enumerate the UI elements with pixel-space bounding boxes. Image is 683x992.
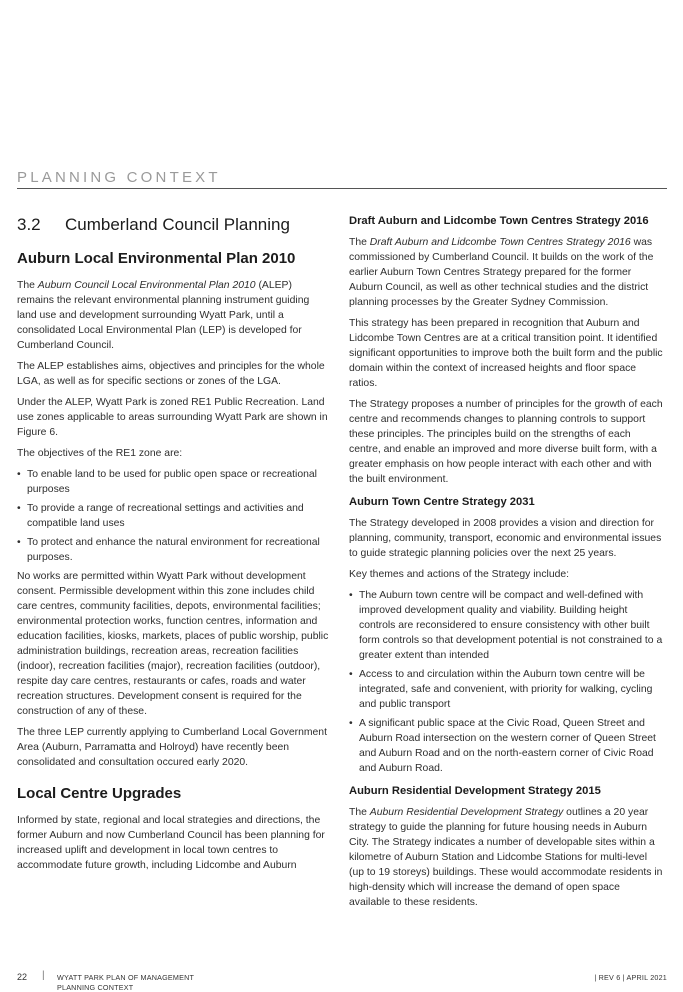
residential-paragraph: [349, 805, 663, 910]
bullet-icon: •: [349, 669, 353, 680]
list-item-text: To enable land to be used for public open space or recreational purposes: [27, 469, 317, 495]
right-column: [349, 214, 663, 916]
text-run: (ALEP) remains the relevant environmental planning instrument guiding land use and development surrounding Wyatt Park, until a consolidated Local Environmental Plan (LEP) is developed for Cumberland Council.: [17, 280, 310, 351]
town-centre-heading: Auburn Town Centre Strategy 2031: [349, 496, 535, 508]
list-item: [17, 501, 331, 531]
draft-paragraph-3: The Strategy proposes a number of principles for the growth of each centre and recommends changes to planning controls to support these principles. The principles build on the strengths of each centre, and enable an improved and more diverse built form, with a greater emphasis on how people interact with each other and with the built environment.: [349, 399, 663, 485]
bullet-icon: •: [17, 469, 21, 480]
upgrades-heading: Local Centre Upgrades: [17, 785, 182, 802]
list-item: [349, 588, 663, 663]
town-paragraph-2: Key themes and actions of the Strategy include:: [349, 569, 570, 580]
chapter-title-text: Cumberland Council Planning: [65, 215, 290, 234]
bullet-icon: •: [17, 537, 21, 548]
lep-paragraph-5: No works are permitted within Wyatt Park without development consent. Permissible development within this zone includes child care centres, community facilities, depots, environmental facilities; environmental protection works, function centres, information and education facilities, kiosks, markets, places of public worship, public administration buildings, recreation areas, recreation facilities (indoor), recreation facilities (major), recreation facilities (outdoor), respite day care centres, restaurants or cafes, roads and water recreation structures. Development consent is required for the construction of any of these.: [17, 571, 329, 717]
draft-paragraph-1: [349, 235, 663, 310]
residential-strategy-heading: Auburn Residential Development Strategy 2015: [349, 785, 601, 797]
text-run: was commissioned by Cumberland Council. It builds on the work of the earlier Auburn Town Centres Strategy prepared for the former Auburn Council, as well as other technical studies and the district planning processes by the Greater Sydney Commission.: [349, 237, 654, 308]
footer-section-title: PLANNING CONTEXT: [57, 983, 134, 992]
list-item-text: To provide a range of recreational settings and activities and compatible land uses: [27, 503, 304, 529]
list-item: [17, 535, 331, 565]
lep-paragraph-6: The three LEP currently applying to Cumberland Local Government Area (Auburn, Parramatta and Holroyd) have recently been consolidated and consultation occured early 2020.: [17, 727, 327, 768]
lep-paragraph-4: The objectives of the RE1 zone are:: [17, 448, 183, 459]
town-paragraph-1: The Strategy developed in 2008 provides a vision and direction for planning, community, transport, economic and environmental issues to guide strategic planning policies over the next 25 years.: [349, 518, 662, 559]
key-themes-list: [349, 588, 663, 776]
list-item: [349, 667, 663, 712]
list-item-text: Access to and circulation within the Auburn town centre will be integrated, safe and convenient, with priority for walking, cycling and public transport: [359, 669, 653, 710]
list-item-text: To protect and enhance the natural environment for recreational purposes.: [27, 537, 320, 563]
page-number: 22: [17, 972, 28, 982]
section-divider: [17, 188, 667, 189]
bullet-icon: •: [17, 503, 21, 514]
lep-heading: Auburn Local Environmental Plan 2010: [17, 250, 296, 267]
list-item: [349, 716, 663, 776]
lep-paragraph-1: [17, 278, 331, 353]
section-header: PLANNING CONTEXT: [17, 169, 221, 186]
chapter-title: [17, 214, 331, 236]
chapter-number: 3.2: [17, 215, 41, 234]
bullet-icon: •: [349, 590, 353, 601]
document-title-italic: Auburn Council Local Environmental Plan 2010: [37, 280, 256, 291]
re1-objectives-list: [17, 467, 331, 565]
text-run: The: [349, 237, 370, 248]
draft-paragraph-2: This strategy has been prepared in recognition that Auburn and Lidcombe Town Centres are at a critical transition point. It identified significant opportunities to improve both the built form and the public domain within the context of increased heights and floor space ratios.: [349, 318, 663, 389]
list-item-text: A significant public space at the Civic Road, Queen Street and Auburn Road intersection on the western corner of Queen Street and Auburn Road and on the north-eastern corner of Civic Road and Auburn Road.: [359, 718, 656, 774]
text-run: The: [349, 807, 370, 818]
lep-paragraph-3: Under the ALEP, Wyatt Park is zoned RE1 Public Recreation. Land use zones applicable to areas surrounding Wyatt Park are shown in Figure 6.: [17, 397, 328, 438]
list-item-text: The Auburn town centre will be compact and well-defined with improved development quality and viability. Building height controls are reconsidered to ensure consistency with other built form controls so that development potential is not constrained to a greater extent than intended: [359, 590, 663, 661]
document-title-italic: Auburn Residential Development Strategy: [369, 807, 564, 818]
draft-strategy-heading: Draft Auburn and Lidcombe Town Centres Strategy 2016: [349, 215, 649, 227]
footer-revision: | REV 6 | APRIL 2021: [594, 973, 667, 982]
lep-paragraph-2: The ALEP establishes aims, objectives and principles for the whole LGA, as well as for specific sections or zones of the LGA.: [17, 361, 325, 387]
left-column: [17, 214, 331, 879]
footer-document-title: WYATT PARK PLAN OF MANAGEMENT: [57, 973, 195, 982]
footer-separator: |: [42, 970, 45, 981]
text-run: The: [17, 280, 38, 291]
document-title-italic: Draft Auburn and Lidcombe Town Centres Strategy 2016: [369, 237, 631, 248]
text-run: outlines a 20 year strategy to guide the planning for future housing needs in Auburn City. The Strategy indicates a number of developable sites within a kilometre of Auburn Station and Lidcombe Stations for multi-level (up to 19 storeys) buildings. These would accommodate residents in high-density which will increase the demand of open space available to these residents.: [349, 807, 663, 908]
bullet-icon: •: [349, 718, 353, 729]
list-item: [17, 467, 331, 497]
upgrades-paragraph: Informed by state, regional and local strategies and directions, the former Auburn and now Cumberland Council has been planning for increased uplift and development in local town centres to accommodate future growth, including Lidcombe and Auburn: [17, 815, 325, 871]
